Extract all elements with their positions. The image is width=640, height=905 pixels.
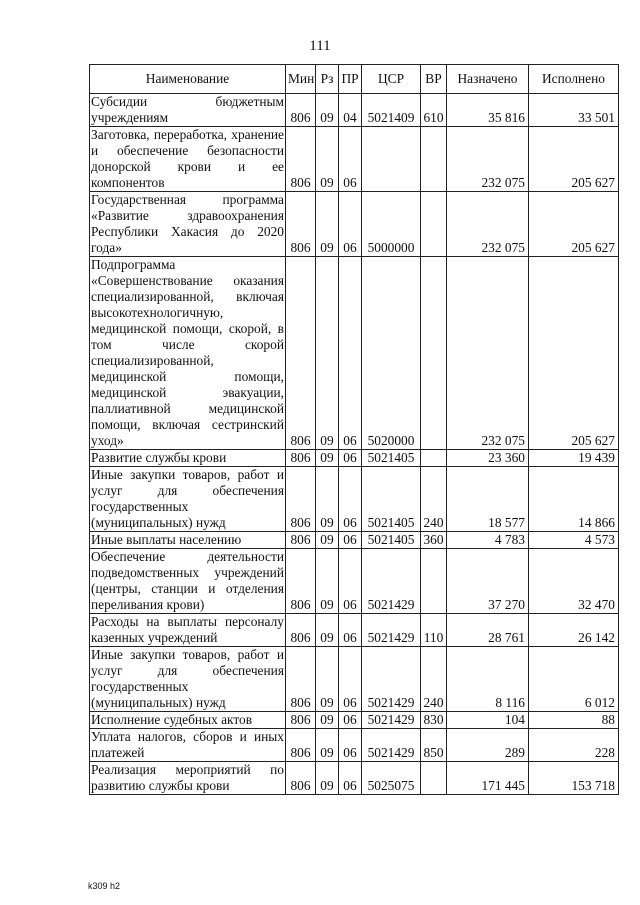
- col-header-csr: ЦСР: [362, 65, 421, 94]
- row-vr: [421, 549, 447, 614]
- row-csr: 5021409: [362, 94, 421, 127]
- row-planned: 232 075: [447, 257, 529, 450]
- row-csr: 5000000: [362, 192, 421, 257]
- row-csr: 5021429: [362, 614, 421, 647]
- row-min: 806: [286, 762, 316, 795]
- row-vr: 110: [421, 614, 447, 647]
- row-csr: 5021429: [362, 712, 421, 729]
- row-csr: 5021405: [362, 450, 421, 467]
- row-name: Субсидии бюджетным учреждениям: [91, 94, 284, 125]
- row-name: Обеспечение деятельности подведомственных учреждений (центры, станции и отделения переливания крови): [91, 549, 284, 612]
- row-name: Государственная программа «Развитие здравоохранения Республики Хакасия до 2020 года»: [91, 192, 284, 255]
- row-planned: 171 445: [447, 762, 529, 795]
- row-name: Иные закупки товаров, работ и услуг для обеспечения государственных (муниципальных) нужд: [91, 467, 284, 530]
- table-row: [90, 467, 619, 532]
- row-pr: 06: [339, 450, 362, 467]
- col-header-planned: Назначено: [447, 65, 529, 94]
- row-pr: 06: [339, 532, 362, 549]
- row-name: Реализация мероприятий по развитию службы крови: [91, 762, 284, 793]
- row-name: Иные закупки товаров, работ и услуг для обеспечения государственных (муниципальных) нужд: [91, 647, 284, 710]
- row-executed: 205 627: [529, 127, 619, 192]
- row-csr: 5021405: [362, 467, 421, 532]
- row-csr: 5021405: [362, 532, 421, 549]
- row-min: 806: [286, 729, 316, 762]
- table-row: [90, 450, 619, 467]
- row-pr: 04: [339, 94, 362, 127]
- col-header-name: Наименование: [90, 65, 286, 94]
- row-min: 806: [286, 712, 316, 729]
- row-vr: [421, 762, 447, 795]
- row-csr: 5020000: [362, 257, 421, 450]
- row-vr: [421, 192, 447, 257]
- row-planned: 232 075: [447, 192, 529, 257]
- row-min: 806: [286, 192, 316, 257]
- col-header-executed: Исполнено: [529, 65, 619, 94]
- row-pr: 06: [339, 127, 362, 192]
- row-planned: 18 577: [447, 467, 529, 532]
- row-planned: 104: [447, 712, 529, 729]
- row-executed: 6 012: [529, 647, 619, 712]
- row-pr: 06: [339, 729, 362, 762]
- row-executed: 153 718: [529, 762, 619, 795]
- row-csr: [362, 127, 421, 192]
- row-rz: 09: [316, 127, 339, 192]
- row-name: Иные выплаты населению: [90, 532, 286, 549]
- table-row: [90, 549, 619, 614]
- row-name: Уплата налогов, сборов и иных платежей: [91, 729, 284, 760]
- table-row: [90, 257, 619, 450]
- col-header-min: Мин: [286, 65, 316, 94]
- table-row: [90, 127, 619, 192]
- row-name: Заготовка, переработка, хранение и обеспечение безопасности донорской крови и ее компонентов: [91, 127, 284, 190]
- row-pr: 06: [339, 712, 362, 729]
- row-pr: 06: [339, 762, 362, 795]
- row-csr: 5021429: [362, 549, 421, 614]
- row-pr: 06: [339, 647, 362, 712]
- row-min: 806: [286, 257, 316, 450]
- col-header-pr: ПР: [339, 65, 362, 94]
- row-rz: 09: [316, 532, 339, 549]
- row-csr: 5021429: [362, 647, 421, 712]
- row-pr: 06: [339, 192, 362, 257]
- row-rz: 09: [316, 450, 339, 467]
- row-pr: 06: [339, 549, 362, 614]
- row-vr: [421, 450, 447, 467]
- row-executed: 205 627: [529, 192, 619, 257]
- row-name: Исполнение судебных актов: [90, 712, 286, 729]
- row-name: Расходы на выплаты персоналу казенных учреждений: [91, 614, 284, 645]
- row-executed: 205 627: [529, 257, 619, 450]
- row-planned: 28 761: [447, 614, 529, 647]
- row-vr: 240: [421, 467, 447, 532]
- row-executed: 33 501: [529, 94, 619, 127]
- row-min: 806: [286, 467, 316, 532]
- table-header-row: [90, 65, 619, 94]
- budget-table: [89, 64, 619, 795]
- row-vr: 240: [421, 647, 447, 712]
- row-name: Подпрограмма «Совершенствование оказания специализированной, включая высокотехнологичную, медицинской помощи, скорой, в том числе скорой специализированной, медицинской помощи, медицинской эвакуации, паллиативной медицинской помощи, включая сестринский уход»: [91, 257, 284, 448]
- row-rz: 09: [316, 467, 339, 532]
- row-rz: 09: [316, 762, 339, 795]
- row-min: 806: [286, 532, 316, 549]
- row-min: 806: [286, 647, 316, 712]
- row-executed: 4 573: [529, 532, 619, 549]
- row-executed: 14 866: [529, 467, 619, 532]
- table-row: [90, 762, 619, 795]
- row-rz: 09: [316, 647, 339, 712]
- row-executed: 32 470: [529, 549, 619, 614]
- row-vr: 360: [421, 532, 447, 549]
- row-rz: 09: [316, 614, 339, 647]
- row-executed: 19 439: [529, 450, 619, 467]
- row-vr: 830: [421, 712, 447, 729]
- row-planned: 37 270: [447, 549, 529, 614]
- row-csr: 5021429: [362, 729, 421, 762]
- row-rz: 09: [316, 729, 339, 762]
- row-rz: 09: [316, 192, 339, 257]
- table-row: [90, 712, 619, 729]
- row-vr: [421, 127, 447, 192]
- row-pr: 06: [339, 614, 362, 647]
- row-min: 806: [286, 127, 316, 192]
- row-vr: [421, 257, 447, 450]
- row-rz: 09: [316, 549, 339, 614]
- row-min: 806: [286, 614, 316, 647]
- table-row: [90, 94, 619, 127]
- page-number: 111: [309, 38, 331, 54]
- row-pr: 06: [339, 257, 362, 450]
- row-executed: 228: [529, 729, 619, 762]
- row-vr: 850: [421, 729, 447, 762]
- row-planned: 35 816: [447, 94, 529, 127]
- row-pr: 06: [339, 467, 362, 532]
- row-csr: 5025075: [362, 762, 421, 795]
- row-executed: 26 142: [529, 614, 619, 647]
- col-header-rz: Рз: [316, 65, 339, 94]
- row-min: 806: [286, 450, 316, 467]
- row-vr: 610: [421, 94, 447, 127]
- row-rz: 09: [316, 94, 339, 127]
- row-name: Развитие службы крови: [90, 450, 286, 467]
- row-rz: 09: [316, 712, 339, 729]
- table-row: [90, 614, 619, 647]
- row-min: 806: [286, 549, 316, 614]
- table-row: [90, 192, 619, 257]
- row-min: 806: [286, 94, 316, 127]
- footer-code: k309 h2: [88, 881, 121, 891]
- row-planned: 23 360: [447, 450, 529, 467]
- row-planned: 4 783: [447, 532, 529, 549]
- table-row: [90, 532, 619, 549]
- row-executed: 88: [529, 712, 619, 729]
- row-planned: 289: [447, 729, 529, 762]
- row-rz: 09: [316, 257, 339, 450]
- col-header-vr: ВР: [421, 65, 447, 94]
- row-planned: 8 116: [447, 647, 529, 712]
- table-row: [90, 729, 619, 762]
- row-planned: 232 075: [447, 127, 529, 192]
- table-row: [90, 647, 619, 712]
